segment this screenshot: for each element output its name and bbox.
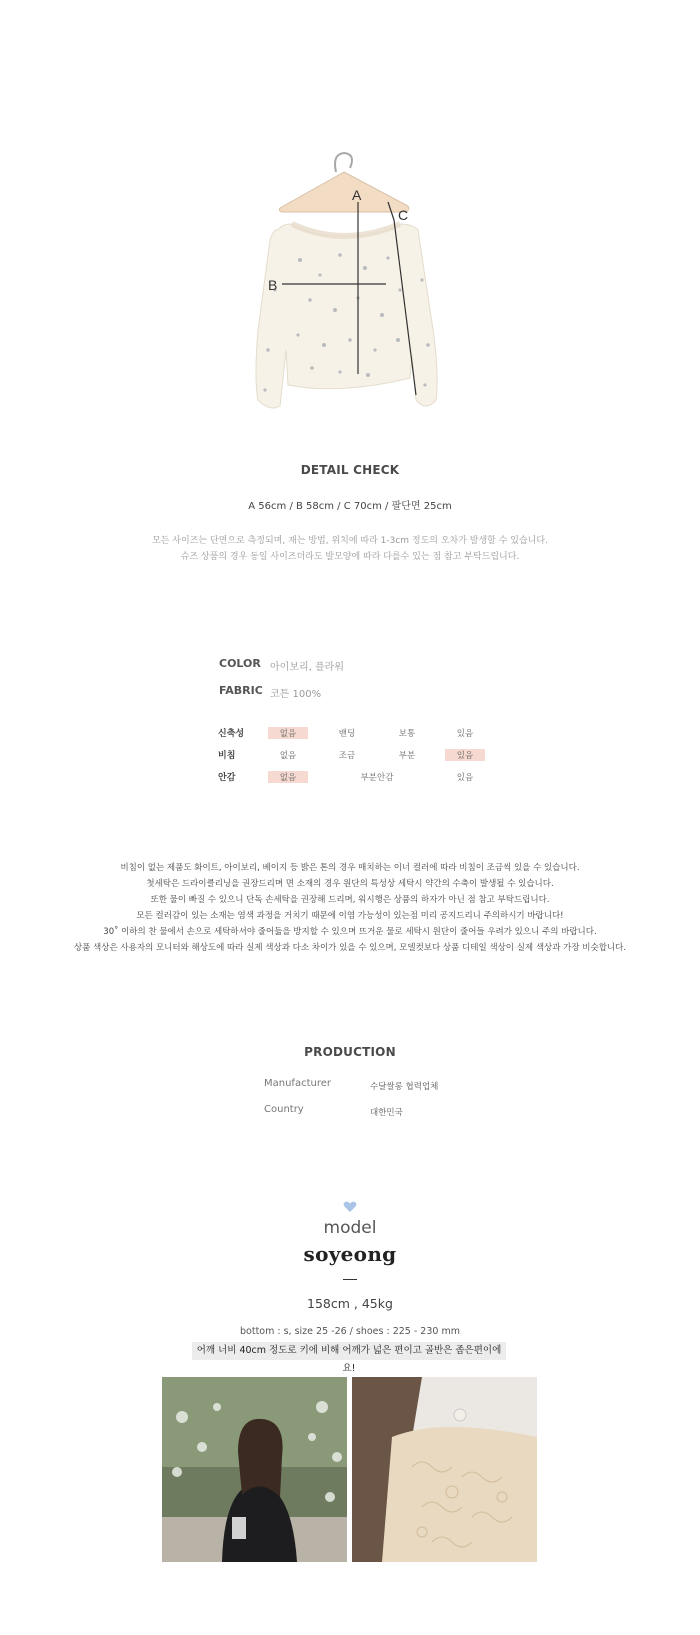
prop-option: 있음 xyxy=(445,749,485,761)
model-size: 158cm , 45kg xyxy=(307,1296,393,1311)
fabric-label: FABRIC xyxy=(219,684,263,697)
model-word: model xyxy=(323,1218,377,1238)
heart-icon xyxy=(343,1198,357,1217)
prop-option: 있음 xyxy=(456,729,474,739)
prop-option: 없음 xyxy=(268,727,308,739)
fabric-value: 코튼 100% xyxy=(270,689,322,700)
model-name: soyeong xyxy=(303,1242,397,1266)
garment-illustration xyxy=(240,150,460,435)
measure-label-c: C xyxy=(398,207,409,223)
measure-label-b: B xyxy=(268,277,278,293)
prop-option: 밴딩 xyxy=(338,729,356,739)
prop-option: 부분안감 xyxy=(360,773,394,783)
measure-label-a: A xyxy=(352,187,362,203)
lace-detail-photo xyxy=(352,1377,537,1562)
size-note-1: 모든 사이즈는 단면으로 측정되며, 재는 방법, 위치에 따라 1-3cm 정도의 오차가 발생할 수 있습니다. xyxy=(152,536,548,546)
color-label: COLOR xyxy=(219,657,261,670)
country-value: 대한민국 xyxy=(370,1108,403,1118)
manufacturer-value: 수달쌀롱 협력업체 xyxy=(370,1082,439,1092)
care-note: 30˚ 이하의 찬 물에서 손으로 세탁하셔야 줄어듦을 방지할 수 있으며 뜨거운 물로 세탁시 원단이 줄어들 우려가 있으니 주의 바랍니다. xyxy=(103,927,597,937)
model-detail: bottom : s, size 25 -26 / shoes : 225 - 230 mm xyxy=(240,1326,460,1337)
care-note: 첫세탁은 드라이클리닝을 권장드리며 면 소재의 경우 원단의 특성상 세탁시 약간의 수축이 발생될 수 있습니다. xyxy=(146,879,554,889)
divider xyxy=(343,1279,357,1280)
prop-label-stretch: 신축성 xyxy=(218,729,245,739)
country-label: Country xyxy=(264,1104,304,1115)
prop-label-sheer: 비침 xyxy=(218,751,236,761)
size-note-2: 슈즈 상품의 경우 동일 사이즈더라도 발모양에 따라 다를수 있는 점 참고 부탁드립니다. xyxy=(180,552,520,562)
care-note: 상품 색상은 사용자의 모니터와 해상도에 따라 실제 색상과 다소 차이가 있을 수 있으며, 모델컷보다 상품 디테일 색상이 실제 색상과 가장 비슷합니다. xyxy=(73,943,627,953)
detail-measurements: A 56cm / B 58cm / C 70cm / 팔단면 25cm xyxy=(248,501,452,512)
prop-option: 없음 xyxy=(279,751,297,761)
prop-label-lining: 안감 xyxy=(218,773,236,783)
care-note: 또한 물이 빠질 수 있으니 단독 손세탁을 권장해 드리며, 워시행은 상품의 하자가 아닌 점 참고 부탁드립니다. xyxy=(150,895,550,905)
prop-option: 있음 xyxy=(456,773,474,783)
prop-option: 부분 xyxy=(398,751,416,761)
production-title: PRODUCTION xyxy=(304,1045,396,1059)
detail-check-title: DETAIL CHECK xyxy=(300,463,400,477)
blouse-drawing xyxy=(240,150,460,435)
model-highlight: 어깨 너비 40cm 정도로 키에 비해 어깨가 넓은 편이고 골반은 좁은편이에요! xyxy=(192,1342,506,1360)
care-note: 비침이 없는 제품도 화이트, 아이보리, 베이지 등 밝은 톤의 경우 매치하는 이너 컬러에 따라 비침이 조금씩 있을 수 있습니다. xyxy=(120,863,580,873)
care-note: 모든 컬러감이 있는 소재는 염색 과정을 거치기 때문에 이염 가능성이 있는점 미리 공지드리니 주의하시기 바랍니다! xyxy=(136,911,564,921)
prop-option: 없음 xyxy=(268,771,308,783)
model-photo-outdoor xyxy=(162,1377,347,1562)
prop-option: 보통 xyxy=(398,729,416,739)
manufacturer-label: Manufacturer xyxy=(264,1078,331,1089)
prop-option: 조금 xyxy=(338,751,356,761)
color-value: 아이보리, 플라워 xyxy=(270,662,344,673)
